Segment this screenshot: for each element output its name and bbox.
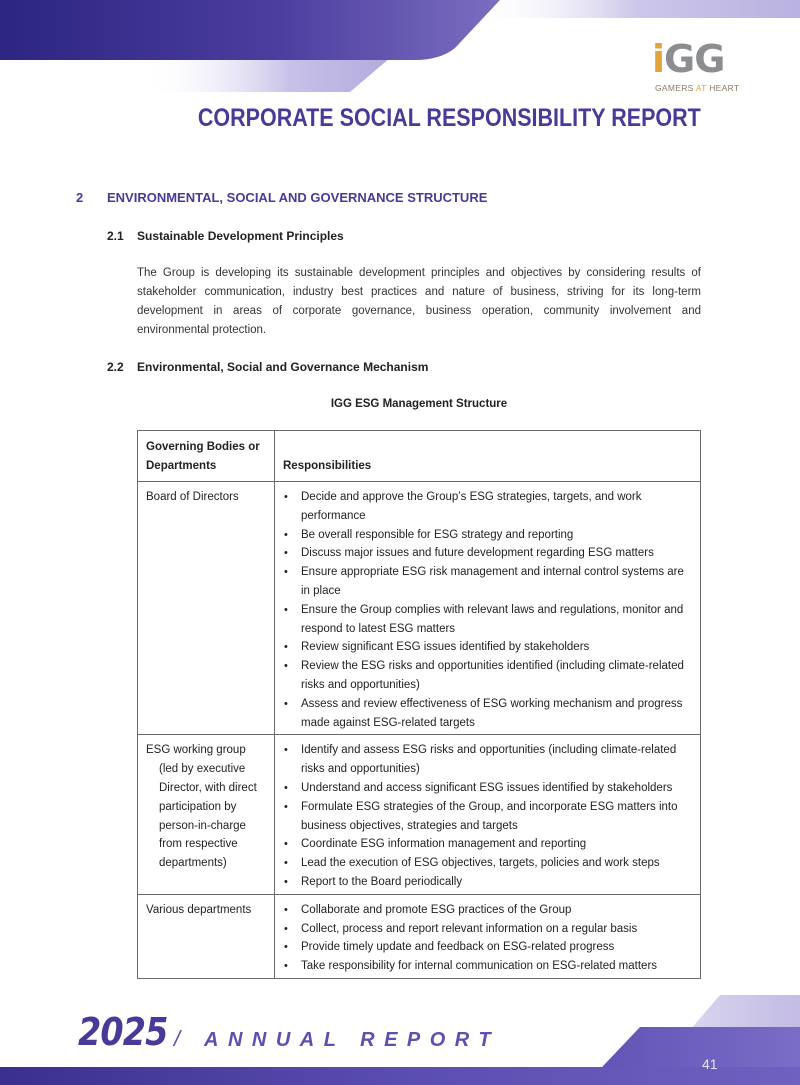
table-row [138, 894, 701, 978]
subsection-title-2-1: Sustainable Development Principles [137, 229, 344, 243]
subsection-title-2-2: Environmental, Social and Governance Mechanism [137, 360, 429, 374]
list-item: • Provide timely update and feedback on ESG-related progress [283, 938, 692, 957]
list-item: • Review significant ESG issues identified by stakeholders [283, 638, 692, 657]
list-item: • Collect, process and report relevant information on a regular basis [283, 920, 692, 939]
list-item: • Ensure appropriate ESG risk management and internal control systems are in place [283, 563, 692, 601]
header-governing-bodies: Governing Bodies or Departments [138, 431, 275, 482]
list-item: • Assess and review effectiveness of ESG working mechanism and progress made against ESG-related targets [283, 695, 692, 733]
table-caption: IGG ESG Management Structure [330, 398, 508, 410]
list-item: • Review the ESG risks and opportunities identified (including climate-related risks and opportunities) [283, 657, 692, 695]
responsibilities-cell [275, 482, 701, 735]
footer-annual-report: ANNUAL REPORT [204, 1029, 501, 1051]
governing-body-name: Various departments [146, 903, 252, 916]
subsection-number-2-2: 2.2 [107, 360, 124, 374]
footer-slash: / [174, 1026, 181, 1051]
responsibility-list [283, 488, 692, 732]
subsection-number-2-1: 2.1 [107, 229, 124, 243]
section-title: ENVIRONMENTAL, SOCIAL AND GOVERNANCE STRUCTURE [107, 190, 488, 205]
list-item: • Collaborate and promote ESG practices of the Group [283, 901, 692, 920]
table-header-row [138, 431, 701, 482]
logo-tagline: GAMERS AT HEART [655, 83, 740, 93]
table-row [138, 482, 701, 735]
header-responsibilities: Responsibilities [275, 431, 701, 482]
page-number: 41 [702, 1056, 718, 1072]
responsibilities-cell [275, 735, 701, 894]
responsibility-list [283, 741, 692, 891]
governing-body-cell [138, 735, 275, 894]
responsibility-list [283, 901, 692, 976]
list-item: • Discuss major issues and future development regarding ESG matters [283, 544, 692, 563]
footer-year: 2025 [78, 1010, 168, 1054]
responsibilities-cell [275, 894, 701, 978]
list-item: • Identify and assess ESG risks and opportunities (including climate-related risks and opportunities) [283, 741, 692, 779]
list-item: • Report to the Board periodically [283, 873, 692, 892]
report-title: CORPORATE SOCIAL RESPONSIBILITY REPORT [198, 104, 701, 132]
list-item: • Take responsibility for internal communication on ESG-related matters [283, 957, 692, 976]
list-item: • Understand and access significant ESG issues identified by stakeholders [283, 779, 692, 798]
table-row [138, 735, 701, 894]
esg-management-table [137, 430, 701, 979]
governing-body-name: Board of Directors [146, 491, 239, 503]
list-item: • Lead the execution of ESG objectives, targets, policies and work steps [283, 854, 692, 873]
governing-body-cell [138, 894, 275, 978]
igg-logo: iGG [652, 37, 725, 81]
list-item: • Coordinate ESG information management and reporting [283, 835, 692, 854]
list-item: • Be overall responsible for ESG strategy and reporting [283, 526, 692, 545]
section-number: 2 [76, 190, 84, 205]
list-item: • Decide and approve the Group’s ESG strategies, targets, and work performance [283, 488, 692, 526]
list-item: • Formulate ESG strategies of the Group, and incorporate ESG matters into business objectives, strategies and targets [283, 798, 692, 836]
principles-paragraph: The Group is developing its sustainable development principles and objectives by considering results of stakeholder communication, industry best practices and nature of business, striving for its long-term development in areas of corporate governance, business operation, community involvement and environmental protection. [137, 267, 701, 336]
list-item: • Ensure the Group complies with relevant laws and regulations, monitor and respond to latest ESG matters [283, 601, 692, 639]
governing-body-cell [138, 482, 275, 735]
governing-body-name: ESG working group (led by executive Director, with direct participation by person-in-charge from respective departments) [146, 744, 257, 870]
